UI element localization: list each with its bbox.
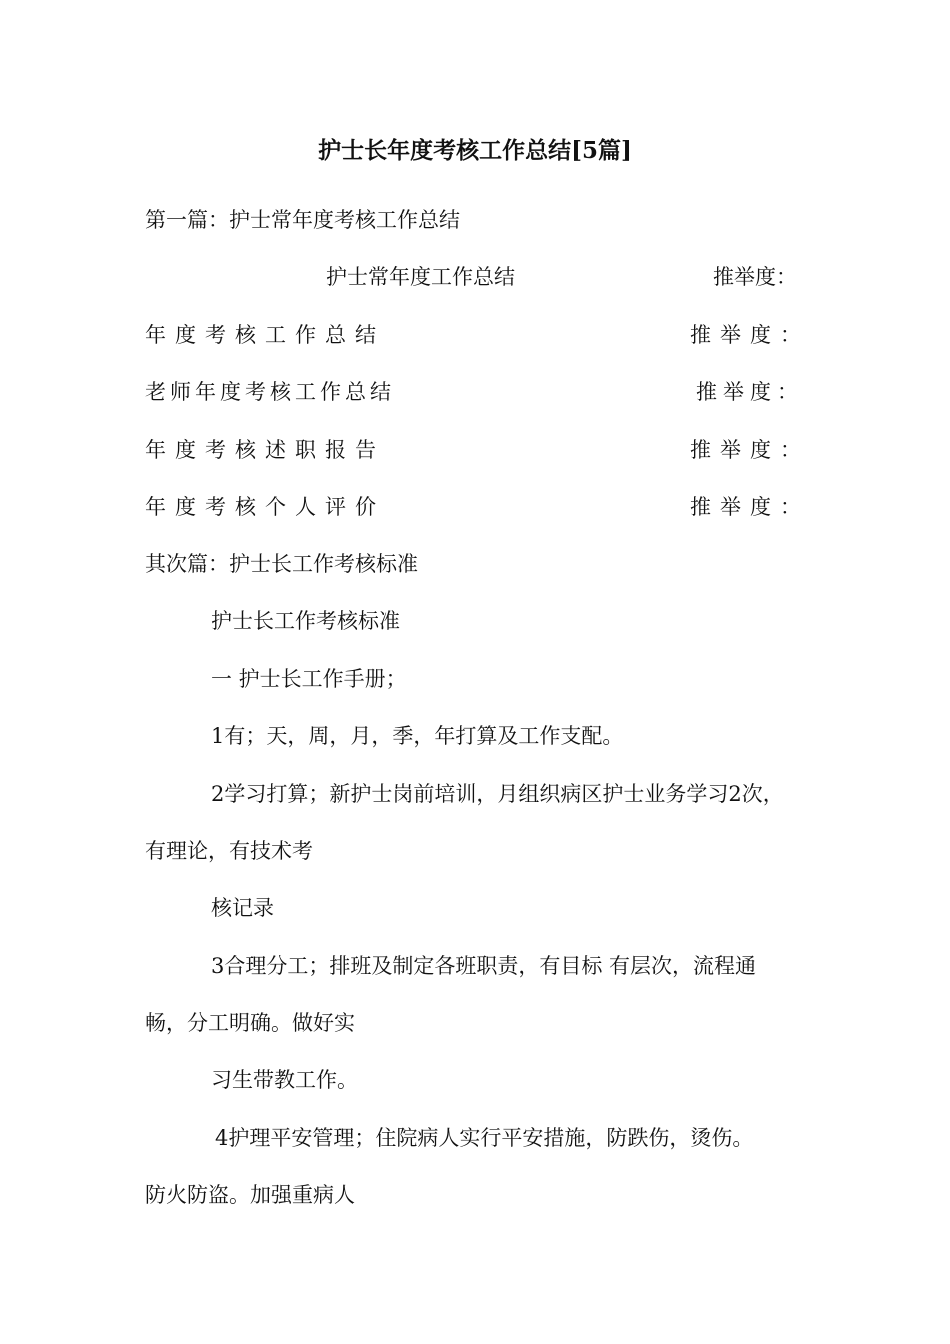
subtitle: 护士常年度工作总结 <box>326 265 515 289</box>
paragraph-2-line-1: 2学习打算；新护士岗前培训，月组织病区护士业务学习2次， <box>211 782 784 806</box>
related-item-2: 老师年度考核工作总结 <box>145 380 395 404</box>
paragraph-3-line-3: 习生带教工作。 <box>211 1068 358 1092</box>
related-item-2-recommend: 推举度： <box>696 380 804 404</box>
item-one: 一 护士长工作手册； <box>211 667 407 691</box>
part2-heading: 其次篇：护士长工作考核标准 <box>145 552 418 576</box>
related-item-4: 年度考核个人评价 <box>145 495 385 519</box>
paragraph-1: 1有；天，周，月，季，年打算及工作支配。 <box>211 724 624 748</box>
document-title: 护士长年度考核工作总结[5篇] <box>318 137 632 164</box>
paragraph-3-line-1: 3合理分工；排班及制定各班职责，有目标 有层次，流程通 <box>211 954 757 978</box>
related-item-1-recommend: 推举度： <box>690 323 810 347</box>
paragraph-4-line-2: 防火防盗。加强重病人 <box>145 1183 355 1207</box>
related-item-3-recommend: 推举度： <box>690 438 810 462</box>
related-item-1: 年度考核工作总结 <box>145 323 385 347</box>
section-title: 护士长工作考核标准 <box>211 609 400 633</box>
related-item-3: 年度考核述职报告 <box>145 438 385 462</box>
paragraph-4-line-1: 4护理平安管理；住院病人实行平安措施，防跌伤，烫伤。 <box>215 1126 754 1150</box>
related-item-4-recommend: 推举度： <box>690 495 810 519</box>
part1-heading: 第一篇：护士常年度考核工作总结 <box>145 208 460 232</box>
paragraph-3-line-2: 畅，分工明确。做好实 <box>145 1011 355 1035</box>
recommend-label: 推举度： <box>713 265 797 289</box>
paragraph-2-line-3: 核记录 <box>211 896 274 920</box>
paragraph-2-line-2: 有理论，有技术考 <box>145 839 313 863</box>
